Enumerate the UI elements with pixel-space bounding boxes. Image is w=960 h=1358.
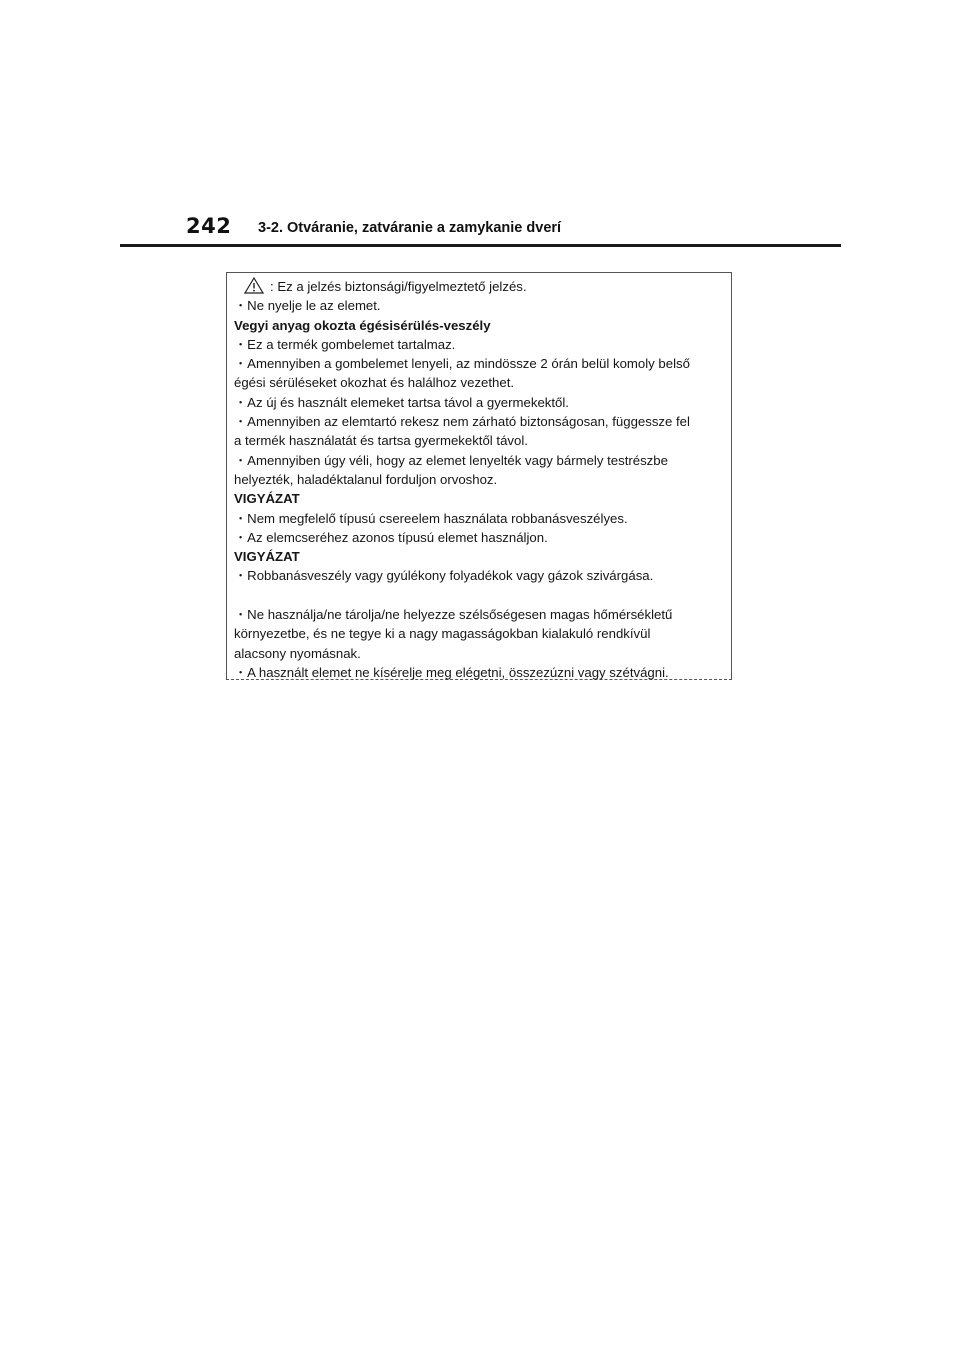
warning-line: ・Nem megfelelő típusú csereelem használata robbanásveszélyes. (234, 510, 628, 526)
warning-line: a termék használatát és tartsa gyermekektől távol. (234, 433, 528, 449)
warning-line: ・Az új és használt elemeket tartsa távol a gyermekektől. (234, 394, 569, 410)
warning-line: ・Ez a termék gombelemet tartalmaz. (234, 336, 456, 352)
warning-symbol-text: : Ez a jelzés biztonsági/figyelmeztető jelzés. (270, 279, 527, 294)
warning-line: ・Amennyiben az elemtartó rekesz nem zárható biztonságosan, függessze fel (234, 414, 690, 430)
warning-line: ・Az elemcseréhez azonos típusú elemet használjon. (234, 529, 548, 545)
caution-heading: VIGYÁZAT (234, 491, 300, 507)
section-title: 3-2. Otváranie, zatváranie a zamykanie dverí (258, 220, 562, 236)
warning-line: ・Amennyiben a gombelemet lenyeli, az mindössze 2 órán belül komoly belső (234, 356, 690, 372)
warning-line: helyezték, haladéktalanul forduljon orvoshoz. (234, 471, 498, 487)
warning-line: ・Ne használja/ne tárolja/ne helyezze szélsőségesen magas hőmérsékletű (234, 607, 673, 623)
warning-line: ・A használt elemet ne kísérelje meg elégetni, összezúzni vagy szétvágni. (234, 664, 669, 680)
blank-line (234, 586, 725, 605)
warning-line (234, 277, 725, 296)
page-number: 242 (186, 214, 232, 238)
warning-box (226, 272, 732, 680)
warning-line: ・Ne nyelje le az elemet. (234, 298, 381, 314)
warning-line: alacsony nyomásnak. (234, 645, 361, 661)
warning-line: égési sérüléseket okozhat és halálhoz vezethet. (234, 375, 515, 391)
warning-line: környezetbe, és ne tegye ki a nagy magasságokban kialakuló rendkívül (234, 626, 651, 642)
caution-heading: VIGYÁZAT (234, 549, 300, 565)
warning-triangle-icon (244, 277, 264, 294)
warning-line: ・Robbanásveszély vagy gyúlékony folyadékok vagy gázok szivárgása. (234, 568, 654, 584)
header-rule (120, 244, 841, 247)
warning-line: ・Amennyiben úgy véli, hogy az elemet lenyelték vagy bármely testrészbe (234, 452, 668, 468)
warning-heading: Vegyi anyag okozta égésisérülés-veszély (234, 317, 491, 333)
